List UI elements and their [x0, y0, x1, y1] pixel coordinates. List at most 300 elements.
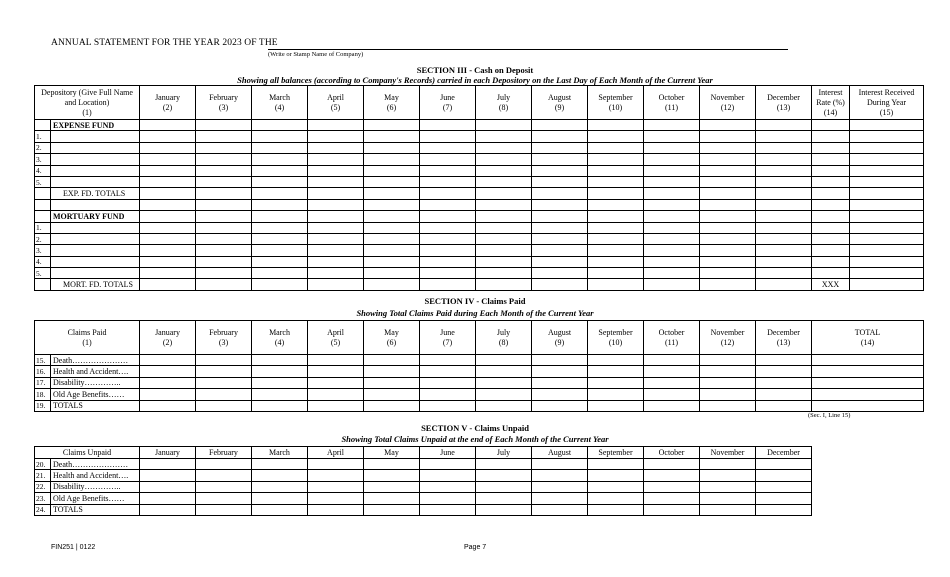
month-cell[interactable] — [532, 176, 588, 187]
month-cell[interactable] — [420, 377, 476, 388]
month-cell[interactable] — [196, 154, 252, 165]
month-cell[interactable] — [252, 233, 308, 244]
month-cell[interactable] — [308, 222, 364, 233]
month-cell[interactable] — [420, 470, 476, 481]
month-cell[interactable] — [252, 120, 308, 131]
interest-rate-cell[interactable] — [812, 165, 850, 176]
month-cell[interactable] — [252, 176, 308, 187]
month-cell[interactable] — [196, 279, 252, 290]
month-cell[interactable] — [308, 233, 364, 244]
month-cell[interactable] — [308, 176, 364, 187]
month-cell[interactable] — [700, 279, 756, 290]
month-cell[interactable] — [588, 233, 644, 244]
month-cell[interactable] — [420, 481, 476, 492]
month-cell[interactable] — [700, 268, 756, 279]
month-cell[interactable] — [140, 199, 196, 210]
month-cell[interactable] — [532, 268, 588, 279]
month-cell[interactable] — [476, 211, 532, 222]
month-cell[interactable] — [756, 188, 812, 199]
month-cell[interactable] — [140, 481, 196, 492]
month-cell[interactable] — [476, 131, 532, 142]
month-cell[interactable] — [308, 188, 364, 199]
month-cell[interactable] — [252, 481, 308, 492]
month-cell[interactable] — [140, 279, 196, 290]
interest-received-cell[interactable] — [850, 131, 924, 142]
month-cell[interactable] — [532, 245, 588, 256]
month-cell[interactable] — [420, 459, 476, 470]
month-cell[interactable] — [364, 131, 420, 142]
month-cell[interactable] — [588, 131, 644, 142]
month-cell[interactable] — [756, 120, 812, 131]
month-cell[interactable] — [420, 165, 476, 176]
month-cell[interactable] — [140, 188, 196, 199]
month-cell[interactable] — [644, 245, 700, 256]
month-cell[interactable] — [252, 366, 308, 377]
interest-received-cell[interactable] — [850, 165, 924, 176]
month-cell[interactable] — [644, 199, 700, 210]
month-cell[interactable] — [308, 355, 364, 366]
month-cell[interactable] — [420, 268, 476, 279]
month-cell[interactable] — [364, 188, 420, 199]
month-cell[interactable] — [476, 493, 532, 504]
month-cell[interactable] — [196, 188, 252, 199]
month-cell[interactable] — [588, 355, 644, 366]
month-cell[interactable] — [252, 377, 308, 388]
month-cell[interactable] — [476, 233, 532, 244]
month-cell[interactable] — [756, 245, 812, 256]
interest-received-cell[interactable] — [850, 176, 924, 187]
month-cell[interactable] — [308, 504, 364, 515]
month-cell[interactable] — [532, 256, 588, 267]
interest-received-cell[interactable] — [850, 211, 924, 222]
month-cell[interactable] — [364, 470, 420, 481]
depository-cell[interactable] — [51, 233, 140, 244]
month-cell[interactable] — [308, 470, 364, 481]
month-cell[interactable] — [252, 245, 308, 256]
month-cell[interactable] — [476, 389, 532, 400]
month-cell[interactable] — [308, 268, 364, 279]
month-cell[interactable] — [252, 504, 308, 515]
month-cell[interactable] — [700, 389, 756, 400]
total-cell[interactable] — [812, 355, 924, 366]
month-cell[interactable] — [420, 504, 476, 515]
month-cell[interactable] — [588, 268, 644, 279]
month-cell[interactable] — [196, 268, 252, 279]
month-cell[interactable] — [700, 120, 756, 131]
month-cell[interactable] — [532, 120, 588, 131]
month-cell[interactable] — [364, 199, 420, 210]
month-cell[interactable] — [588, 400, 644, 411]
month-cell[interactable] — [364, 268, 420, 279]
interest-rate-cell[interactable] — [812, 199, 850, 210]
month-cell[interactable] — [588, 188, 644, 199]
month-cell[interactable] — [476, 245, 532, 256]
month-cell[interactable] — [476, 199, 532, 210]
depository-cell[interactable] — [51, 222, 140, 233]
month-cell[interactable] — [756, 279, 812, 290]
month-cell[interactable] — [644, 268, 700, 279]
interest-received-cell[interactable] — [850, 199, 924, 210]
month-cell[interactable] — [252, 131, 308, 142]
month-cell[interactable] — [532, 188, 588, 199]
month-cell[interactable] — [756, 366, 812, 377]
month-cell[interactable] — [700, 245, 756, 256]
month-cell[interactable] — [196, 199, 252, 210]
month-cell[interactable] — [588, 493, 644, 504]
month-cell[interactable] — [420, 211, 476, 222]
month-cell[interactable] — [420, 154, 476, 165]
interest-received-cell[interactable] — [850, 256, 924, 267]
month-cell[interactable] — [140, 377, 196, 388]
month-cell[interactable] — [364, 377, 420, 388]
month-cell[interactable] — [308, 377, 364, 388]
month-cell[interactable] — [308, 400, 364, 411]
month-cell[interactable] — [252, 199, 308, 210]
month-cell[interactable] — [588, 504, 644, 515]
month-cell[interactable] — [364, 142, 420, 153]
month-cell[interactable] — [644, 165, 700, 176]
depository-cell[interactable] — [51, 245, 140, 256]
month-cell[interactable] — [476, 154, 532, 165]
month-cell[interactable] — [700, 481, 756, 492]
month-cell[interactable] — [364, 366, 420, 377]
month-cell[interactable] — [756, 211, 812, 222]
month-cell[interactable] — [700, 131, 756, 142]
depository-cell[interactable] — [51, 199, 140, 210]
month-cell[interactable] — [364, 504, 420, 515]
month-cell[interactable] — [756, 131, 812, 142]
month-cell[interactable] — [196, 493, 252, 504]
interest-rate-cell[interactable] — [812, 233, 850, 244]
month-cell[interactable] — [588, 222, 644, 233]
month-cell[interactable] — [588, 470, 644, 481]
interest-rate-cell[interactable] — [812, 131, 850, 142]
month-cell[interactable] — [532, 504, 588, 515]
month-cell[interactable] — [140, 222, 196, 233]
month-cell[interactable] — [756, 493, 812, 504]
month-cell[interactable] — [140, 268, 196, 279]
month-cell[interactable] — [588, 366, 644, 377]
month-cell[interactable] — [588, 459, 644, 470]
month-cell[interactable] — [700, 154, 756, 165]
month-cell[interactable] — [756, 165, 812, 176]
month-cell[interactable] — [588, 245, 644, 256]
month-cell[interactable] — [252, 355, 308, 366]
month-cell[interactable] — [644, 120, 700, 131]
month-cell[interactable] — [364, 120, 420, 131]
month-cell[interactable] — [700, 233, 756, 244]
month-cell[interactable] — [364, 245, 420, 256]
month-cell[interactable] — [364, 154, 420, 165]
month-cell[interactable] — [700, 377, 756, 388]
month-cell[interactable] — [644, 188, 700, 199]
interest-rate-cell[interactable] — [812, 245, 850, 256]
month-cell[interactable] — [140, 470, 196, 481]
month-cell[interactable] — [588, 142, 644, 153]
month-cell[interactable] — [644, 377, 700, 388]
depository-cell[interactable] — [51, 131, 140, 142]
month-cell[interactable] — [252, 400, 308, 411]
month-cell[interactable] — [140, 355, 196, 366]
month-cell[interactable] — [308, 165, 364, 176]
month-cell[interactable] — [756, 377, 812, 388]
interest-rate-cell[interactable] — [812, 176, 850, 187]
month-cell[interactable] — [308, 211, 364, 222]
depository-cell[interactable] — [51, 154, 140, 165]
month-cell[interactable] — [644, 355, 700, 366]
month-cell[interactable] — [252, 470, 308, 481]
month-cell[interactable] — [252, 165, 308, 176]
month-cell[interactable] — [700, 142, 756, 153]
month-cell[interactable] — [140, 131, 196, 142]
month-cell[interactable] — [140, 176, 196, 187]
month-cell[interactable] — [308, 199, 364, 210]
month-cell[interactable] — [140, 504, 196, 515]
month-cell[interactable] — [420, 400, 476, 411]
month-cell[interactable] — [252, 188, 308, 199]
month-cell[interactable] — [756, 176, 812, 187]
month-cell[interactable] — [700, 165, 756, 176]
month-cell[interactable] — [700, 493, 756, 504]
interest-received-cell[interactable] — [850, 142, 924, 153]
interest-received-cell[interactable] — [850, 268, 924, 279]
month-cell[interactable] — [308, 459, 364, 470]
month-cell[interactable] — [476, 176, 532, 187]
month-cell[interactable] — [476, 188, 532, 199]
month-cell[interactable] — [364, 222, 420, 233]
month-cell[interactable] — [364, 211, 420, 222]
month-cell[interactable] — [196, 120, 252, 131]
month-cell[interactable] — [420, 493, 476, 504]
month-cell[interactable] — [140, 154, 196, 165]
month-cell[interactable] — [420, 222, 476, 233]
month-cell[interactable] — [140, 233, 196, 244]
month-cell[interactable] — [364, 165, 420, 176]
total-cell[interactable] — [812, 400, 924, 411]
month-cell[interactable] — [476, 165, 532, 176]
month-cell[interactable] — [364, 256, 420, 267]
month-cell[interactable] — [308, 142, 364, 153]
month-cell[interactable] — [140, 165, 196, 176]
depository-cell[interactable] — [51, 176, 140, 187]
month-cell[interactable] — [700, 400, 756, 411]
month-cell[interactable] — [196, 504, 252, 515]
month-cell[interactable] — [196, 470, 252, 481]
interest-rate-cell[interactable] — [812, 222, 850, 233]
month-cell[interactable] — [196, 245, 252, 256]
month-cell[interactable] — [532, 279, 588, 290]
month-cell[interactable] — [308, 154, 364, 165]
month-cell[interactable] — [252, 154, 308, 165]
month-cell[interactable] — [588, 377, 644, 388]
month-cell[interactable] — [756, 355, 812, 366]
interest-rate-cell[interactable] — [812, 142, 850, 153]
month-cell[interactable] — [700, 176, 756, 187]
interest-received-cell[interactable] — [850, 222, 924, 233]
month-cell[interactable] — [196, 400, 252, 411]
month-cell[interactable] — [420, 233, 476, 244]
month-cell[interactable] — [756, 268, 812, 279]
month-cell[interactable] — [756, 389, 812, 400]
interest-received-cell[interactable] — [850, 120, 924, 131]
month-cell[interactable] — [644, 389, 700, 400]
month-cell[interactable] — [644, 142, 700, 153]
month-cell[interactable] — [308, 481, 364, 492]
month-cell[interactable] — [700, 256, 756, 267]
month-cell[interactable] — [252, 211, 308, 222]
month-cell[interactable] — [644, 493, 700, 504]
month-cell[interactable] — [700, 222, 756, 233]
depository-cell[interactable] — [51, 165, 140, 176]
month-cell[interactable] — [476, 377, 532, 388]
month-cell[interactable] — [700, 366, 756, 377]
month-cell[interactable] — [644, 481, 700, 492]
month-cell[interactable] — [700, 211, 756, 222]
month-cell[interactable] — [140, 120, 196, 131]
month-cell[interactable] — [476, 481, 532, 492]
month-cell[interactable] — [140, 256, 196, 267]
month-cell[interactable] — [420, 355, 476, 366]
month-cell[interactable] — [532, 222, 588, 233]
month-cell[interactable] — [364, 459, 420, 470]
month-cell[interactable] — [700, 188, 756, 199]
month-cell[interactable] — [532, 154, 588, 165]
month-cell[interactable] — [308, 389, 364, 400]
month-cell[interactable] — [364, 493, 420, 504]
month-cell[interactable] — [756, 233, 812, 244]
month-cell[interactable] — [252, 142, 308, 153]
month-cell[interactable] — [196, 165, 252, 176]
month-cell[interactable] — [420, 120, 476, 131]
month-cell[interactable] — [532, 355, 588, 366]
month-cell[interactable] — [532, 389, 588, 400]
interest-rate-cell[interactable] — [812, 154, 850, 165]
month-cell[interactable] — [364, 233, 420, 244]
interest-received-cell[interactable] — [850, 188, 924, 199]
month-cell[interactable] — [196, 256, 252, 267]
interest-received-cell[interactable] — [850, 233, 924, 244]
interest-rate-cell[interactable] — [812, 268, 850, 279]
month-cell[interactable] — [308, 279, 364, 290]
month-cell[interactable] — [476, 400, 532, 411]
interest-received-cell[interactable] — [850, 154, 924, 165]
month-cell[interactable] — [196, 222, 252, 233]
month-cell[interactable] — [196, 355, 252, 366]
month-cell[interactable] — [644, 459, 700, 470]
month-cell[interactable] — [644, 256, 700, 267]
month-cell[interactable] — [532, 377, 588, 388]
month-cell[interactable] — [420, 279, 476, 290]
month-cell[interactable] — [140, 459, 196, 470]
month-cell[interactable] — [532, 199, 588, 210]
month-cell[interactable] — [196, 366, 252, 377]
month-cell[interactable] — [140, 245, 196, 256]
month-cell[interactable] — [588, 279, 644, 290]
month-cell[interactable] — [140, 389, 196, 400]
month-cell[interactable] — [252, 459, 308, 470]
month-cell[interactable] — [420, 256, 476, 267]
month-cell[interactable] — [252, 493, 308, 504]
month-cell[interactable] — [756, 470, 812, 481]
month-cell[interactable] — [532, 400, 588, 411]
interest-rate-cell[interactable] — [812, 188, 850, 199]
month-cell[interactable] — [476, 470, 532, 481]
month-cell[interactable] — [588, 176, 644, 187]
month-cell[interactable] — [644, 211, 700, 222]
month-cell[interactable] — [588, 256, 644, 267]
month-cell[interactable] — [420, 176, 476, 187]
month-cell[interactable] — [644, 222, 700, 233]
month-cell[interactable] — [532, 233, 588, 244]
month-cell[interactable] — [196, 142, 252, 153]
month-cell[interactable] — [364, 355, 420, 366]
month-cell[interactable] — [476, 459, 532, 470]
month-cell[interactable] — [588, 165, 644, 176]
month-cell[interactable] — [140, 211, 196, 222]
month-cell[interactable] — [252, 268, 308, 279]
month-cell[interactable] — [588, 120, 644, 131]
month-cell[interactable] — [532, 142, 588, 153]
month-cell[interactable] — [532, 366, 588, 377]
month-cell[interactable] — [476, 256, 532, 267]
month-cell[interactable] — [140, 366, 196, 377]
month-cell[interactable] — [644, 504, 700, 515]
month-cell[interactable] — [364, 176, 420, 187]
month-cell[interactable] — [756, 256, 812, 267]
interest-rate-cell[interactable] — [812, 120, 850, 131]
month-cell[interactable] — [476, 279, 532, 290]
month-cell[interactable] — [308, 245, 364, 256]
total-cell[interactable] — [812, 377, 924, 388]
month-cell[interactable] — [476, 120, 532, 131]
month-cell[interactable] — [588, 389, 644, 400]
month-cell[interactable] — [196, 233, 252, 244]
interest-rate-cell[interactable] — [812, 256, 850, 267]
month-cell[interactable] — [700, 470, 756, 481]
month-cell[interactable] — [756, 504, 812, 515]
month-cell[interactable] — [532, 493, 588, 504]
interest-received-cell[interactable] — [850, 279, 924, 290]
month-cell[interactable] — [252, 222, 308, 233]
month-cell[interactable] — [476, 504, 532, 515]
month-cell[interactable] — [756, 154, 812, 165]
month-cell[interactable] — [644, 366, 700, 377]
month-cell[interactable] — [252, 256, 308, 267]
month-cell[interactable] — [476, 142, 532, 153]
month-cell[interactable] — [420, 389, 476, 400]
month-cell[interactable] — [140, 400, 196, 411]
month-cell[interactable] — [588, 199, 644, 210]
month-cell[interactable] — [644, 279, 700, 290]
month-cell[interactable] — [420, 131, 476, 142]
month-cell[interactable] — [420, 366, 476, 377]
month-cell[interactable] — [252, 279, 308, 290]
month-cell[interactable] — [252, 389, 308, 400]
month-cell[interactable] — [532, 459, 588, 470]
month-cell[interactable] — [476, 268, 532, 279]
month-cell[interactable] — [308, 256, 364, 267]
month-cell[interactable] — [196, 481, 252, 492]
month-cell[interactable] — [756, 222, 812, 233]
month-cell[interactable] — [532, 481, 588, 492]
month-cell[interactable] — [196, 389, 252, 400]
interest-received-cell[interactable] — [850, 245, 924, 256]
month-cell[interactable] — [644, 400, 700, 411]
month-cell[interactable] — [756, 400, 812, 411]
month-cell[interactable] — [308, 120, 364, 131]
month-cell[interactable] — [364, 389, 420, 400]
month-cell[interactable] — [196, 459, 252, 470]
